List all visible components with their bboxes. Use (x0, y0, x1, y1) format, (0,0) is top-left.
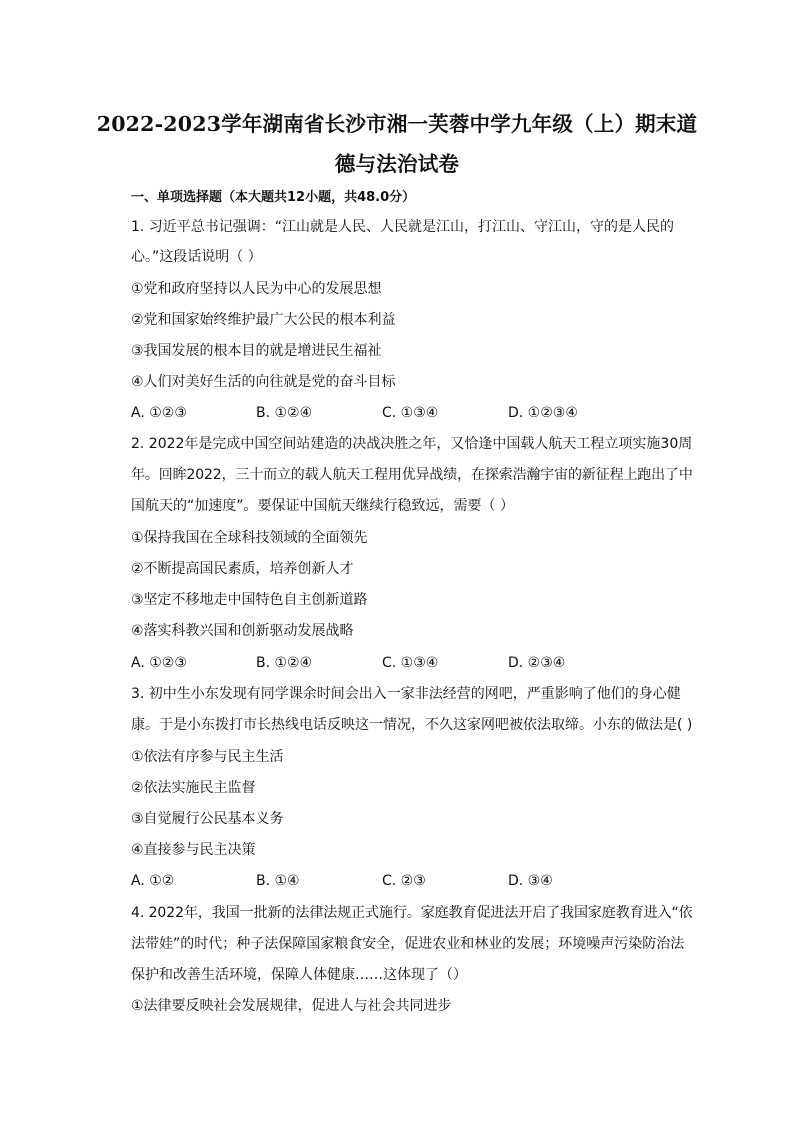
q1-item-3: ③我国发展的根本目的就是增进民生福祉 (131, 343, 382, 359)
q1-stem-line-1: 1. 习近平总书记强调：“江山就是人民、人民就是江山，打江山、守江山，守的是人民的 (131, 219, 675, 235)
q3-option-c: C. ②③ (382, 873, 426, 889)
q3-option-a: A. ①② (131, 873, 175, 889)
section-heading: 一、单项选择题（本大题共12小题，共48.0分） (131, 190, 416, 205)
q1-option-d: D. ①②③④ (508, 405, 578, 421)
q3-item-4: ④直接参与民主决策 (131, 842, 256, 858)
q2-stem-line-3: 国航天的“加速度”。要保证中国航天继续行稳致远，需要（ ） (131, 498, 514, 514)
q1-item-4: ④人们对美好生活的向往就是党的奋斗目标 (131, 374, 396, 390)
q2-stem-line-2: 年。回眸2022，三十而立的载人航天工程用优异战绩，在探索浩瀚宇宙的新征程上跑出了中 (131, 467, 693, 483)
q1-option-a: A. ①②③ (131, 405, 187, 421)
q2-option-b: B. ①②④ (256, 655, 313, 671)
q4-item-1: ①法律要反映社会发展规律，促进人与社会共同进步 (131, 998, 452, 1014)
q2-item-2: ②不断提高国民素质，培养创新人才 (131, 561, 354, 577)
q3-item-3: ③自觉履行公民基本义务 (131, 811, 284, 827)
q4-stem-line-1: 4. 2022年，我国一批新的法律法规正式施行。家庭教育促进法开启了我国家庭教育进入“依 (131, 905, 693, 921)
q3-item-1: ①依法有序参与民主生活 (131, 749, 284, 765)
q1-option-b: B. ①②④ (256, 405, 313, 421)
q4-stem-line-2: 法带娃”的时代；种子法保障国家粮食安全，促进农业和林业的发展；环境噪声污染防治法 (131, 936, 685, 952)
q3-option-b: B. ①④ (256, 873, 300, 889)
q3-option-d: D. ③④ (508, 873, 553, 889)
q3-item-2: ②依法实施民主监督 (131, 780, 256, 796)
q1-item-2: ②党和国家始终维护最广大公民的根本利益 (131, 312, 396, 328)
q3-stem-line-1: 3. 初中生小东发现有同学课余时间会出入一家非法经营的网吧，严重影响了他们的身心健 (131, 686, 681, 702)
q3-stem-line-2: 康。于是小东拨打市长热线电话反映这一情况，不久这家网吧被依法取缔。小东的做法是( ) (131, 717, 693, 733)
q4-stem-line-3: 保护和改善生活环境，保障人体健康……这体现了（） (131, 967, 467, 983)
q2-option-c: C. ①③④ (382, 655, 439, 671)
q2-stem-line-1: 2. 2022年是完成中国空间站建造的决战决胜之年，又恰逢中国载人航天工程立项实施30周 (131, 436, 693, 452)
q2-item-3: ③坚定不移地走中国特色自主创新道路 (131, 592, 368, 608)
exam-title-line-1: 2022-2023学年湖南省长沙市湘一芙蓉中学九年级（上）期末道 (96, 112, 698, 136)
q2-option-a: A. ①②③ (131, 655, 187, 671)
exam-title-line-2: 德与法治试卷 (334, 152, 460, 176)
q1-item-1: ①党和政府坚持以人民为中心的发展思想 (131, 281, 382, 297)
q1-stem-line-2: 心。”这段话说明（ ） (131, 249, 262, 265)
q1-option-c: C. ①③④ (382, 405, 439, 421)
q2-item-4: ④落实科教兴国和创新驱动发展战略 (131, 623, 354, 639)
q2-option-d: D. ②③④ (508, 655, 566, 671)
q2-item-1: ①保持我国在全球科技领域的全面领先 (131, 530, 368, 546)
